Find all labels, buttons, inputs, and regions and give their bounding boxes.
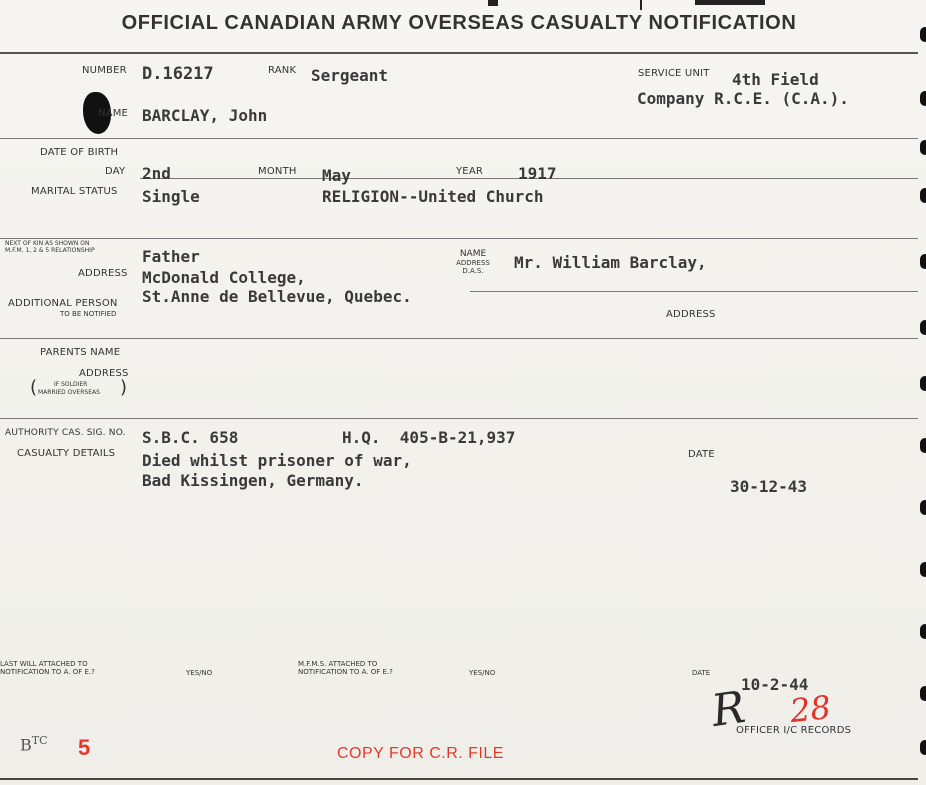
divider [0,52,918,54]
address-line1: McDonald College, [142,268,306,287]
birth-year: 1917 [518,164,557,183]
date-of-birth-label: DATE OF BIRTH [40,147,119,158]
top-edge-mark [488,0,498,6]
casualty-details-line1: Died whilst prisoner of war, [142,451,412,470]
additional-person-label: ADDITIONAL PERSON [8,298,118,309]
authority-label: AUTHORITY CAS. SIG. NO. [5,428,126,438]
binder-hole [920,254,926,269]
binder-hole [920,320,926,335]
address-label: ADDRESS [78,268,128,279]
binder-hole [920,686,926,701]
copy-label: COPY FOR C.R. FILE [337,745,504,762]
bottom-date: 10-2-44 [741,675,809,694]
number-label: NUMBER [82,65,127,76]
religion: RELIGION--United Church [322,187,544,206]
name-label: NAME [98,108,129,119]
binder-hole [920,438,926,453]
marital-status-label: MARITAL STATUS [31,186,118,197]
last-will-yes-no: YES/NO [186,669,213,677]
binder-hole [920,562,926,577]
last-will-label: LAST WILL ATTACHED TO NOTIFICATION TO A. OF E.? [0,660,95,676]
top-edge-mark [640,0,642,10]
binder-hole [920,91,926,106]
nok-name-label: NAME ADDRESS D.A.S. [456,249,490,275]
relationship: Father [142,247,200,266]
casualty-details-line2: Bad Kissingen, Germany. [142,471,364,490]
married-overseas-label: MARRIED OVERSEAS [38,389,100,396]
corner-number: 5 [78,735,91,760]
soldier-married-label [30,378,128,400]
rank-value: Sergeant [311,66,389,85]
service-number: D.16217 [142,64,214,84]
service-unit-line2: Company R.C.E. (C.A.). [637,89,849,108]
service-unit-label: SERVICE UNIT [638,68,710,79]
birth-day: 2nd [142,164,171,183]
mfms-label: M.F.M.S. ATTACHED TO NOTIFICATION TO A. OF E.? [298,660,393,676]
divider [0,138,918,139]
binder-hole [920,27,926,42]
binder-hole [920,140,926,155]
authority-number: S.B.C. 658 [142,428,239,447]
to-be-notified-label: TO BE NOTIFIED [60,310,117,318]
form-title: OFFICIAL CANADIAN ARMY OVERSEAS CASUALTY NOTIFICATION [121,12,797,34]
mfms-yes-no: YES/NO [469,669,496,677]
left-paren: ( [30,377,38,398]
casualty-details-label: CASUALTY DETAILS [17,448,116,459]
divider [470,291,918,292]
soldier-name: BARCLAY, John [142,106,268,125]
binder-hole [920,188,926,203]
parents-name-label: PARENTS NAME [40,347,121,358]
binder-hole [920,624,926,639]
officer-signature: R [708,681,749,738]
divider [0,778,918,780]
next-of-kin-label: NEXT OF KIN AS SHOWN ON M.F.M. 1, 2 & 5 RELATIONSHIP [5,240,95,254]
day-label: DAY [105,166,126,177]
birth-month: May [322,166,351,185]
marital-status: Single [142,187,200,206]
casualty-date: 30-12-43 [730,477,808,496]
binder-hole [920,740,926,755]
if-soldier-label: IF SOLDIER [54,381,88,388]
officer-label: OFFICER I/C RECORDS [736,725,852,736]
divider [0,338,918,339]
casualty-date-label: DATE [688,449,715,460]
additional-address-label: ADDRESS [666,309,716,320]
divider [0,238,918,239]
binder-hole [920,500,926,515]
hq-reference: H.Q. 405-B-21,937 [342,428,516,447]
corner-code: $B^{TC}$ [20,734,48,755]
divider [0,418,918,419]
year-label: YEAR [456,166,484,177]
binder-hole [920,376,926,391]
bottom-date-label: DATE [692,669,711,677]
address-line2: St.Anne de Bellevue, Quebec. [142,287,412,306]
parents-address-label: ADDRESS [79,368,129,379]
service-unit-line1: 4th Field [732,70,819,89]
right-paren: ) [120,377,128,398]
next-of-kin-name: Mr. William Barclay, [514,253,707,272]
red-handwritten-mark: 28 [788,687,833,731]
month-label: MONTH [258,166,297,177]
top-edge-mark [695,0,765,5]
rank-label: RANK [268,65,297,76]
